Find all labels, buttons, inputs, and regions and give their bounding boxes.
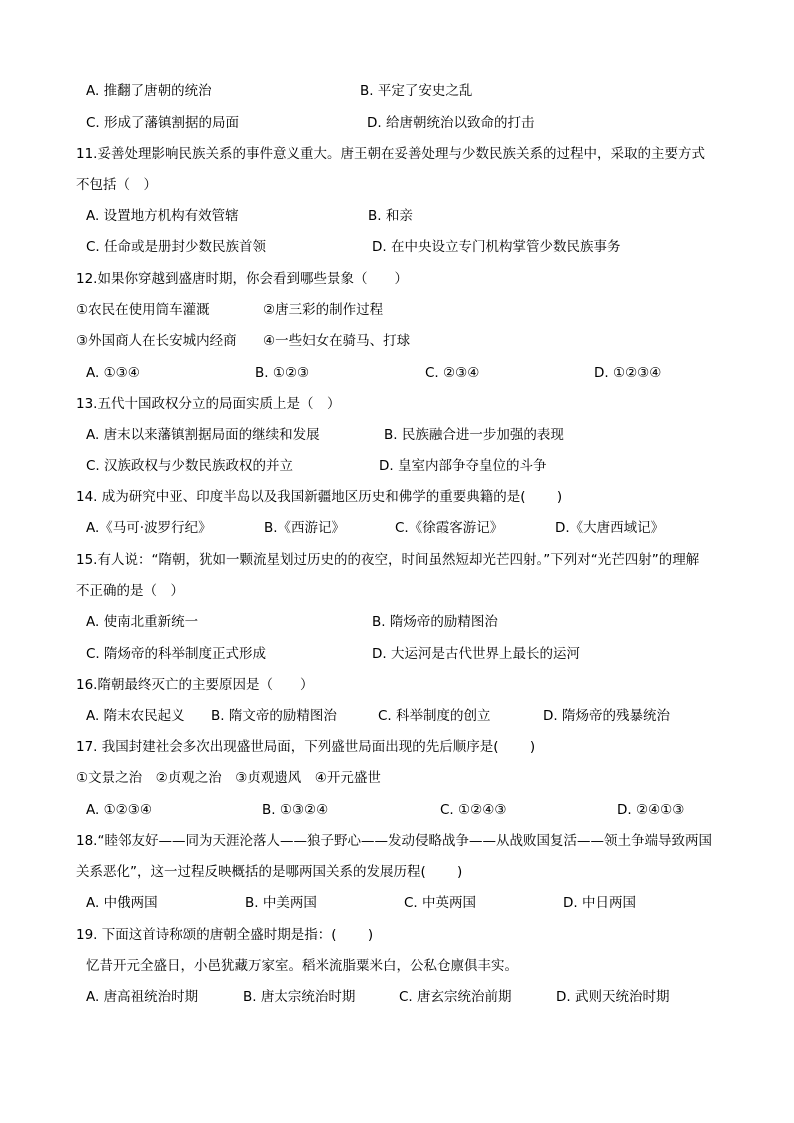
q14-stem: 14. 成为研究中亚、印度半岛以及我国新疆地区历史和佛学的重要典籍的是( )	[76, 489, 563, 505]
q13-option-b: B. 民族融合进一步加强的表现	[384, 427, 564, 443]
q18-option-c: C. 中英两国	[404, 895, 477, 911]
q15-option-c: C. 隋炀帝的科举制度正式形成	[86, 646, 267, 662]
q12-item-4: ④一些妇女在骑马、打球	[263, 333, 411, 349]
q18-option-a: A. 中俄两国	[86, 895, 158, 911]
q19-option-c: C. 唐玄宗统治前期	[399, 989, 512, 1005]
q13-stem: 13.五代十国政权分立的局面实质上是（ ）	[76, 396, 341, 412]
q12-stem: 12.如果你穿越到盛唐时期，你会看到哪些景象（ ）	[76, 271, 408, 287]
q17-option-a: A. ①②③④	[86, 802, 152, 818]
q12-item-3: ③外国商人在长安城内经商	[76, 333, 237, 349]
q16-option-b: B. 隋文帝的励精图治	[211, 708, 337, 724]
q13-option-a: A. 唐末以来藩镇割据局面的继续和发展	[86, 427, 320, 443]
q10-option-a: A. 推翻了唐朝的统治	[86, 83, 212, 99]
q18-option-b: B. 中美两国	[245, 895, 317, 911]
q12-option-d: D. ①②③④	[594, 365, 662, 381]
q16-stem: 16.隋朝最终灭亡的主要原因是（ ）	[76, 677, 314, 693]
q19-option-b: B. 唐太宗统治时期	[243, 989, 356, 1005]
q19-option-d: D. 武则天统治时期	[556, 989, 670, 1005]
q12-option-c: C. ②③④	[425, 365, 480, 381]
q17-option-c: C. ①②④③	[440, 802, 507, 818]
q12-item-2: ②唐三彩的制作过程	[263, 302, 384, 318]
q10-option-c: C. 形成了藩镇割据的局面	[86, 115, 240, 131]
q11-option-a: A. 设置地方机构有效管辖	[86, 208, 239, 224]
q19-option-a: A. 唐高祖统治时期	[86, 989, 199, 1005]
q13-option-d: D. 皇室内部争夺皇位的斗争	[379, 458, 547, 474]
q19-stem: 19. 下面这首诗称颂的唐朝全盛时期是指：( )	[76, 927, 374, 943]
q14-option-d: D.《大唐西域记》	[555, 520, 665, 536]
q14-option-a: A.《马可·波罗行纪》	[86, 520, 212, 536]
q15-option-d: D. 大运河是古代世界上最长的运河	[372, 646, 580, 662]
q11-option-b: B. 和亲	[368, 208, 413, 224]
q13-option-c: C. 汉族政权与少数民族政权的并立	[86, 458, 294, 474]
q15-option-b: B. 隋炀帝的励精图治	[372, 614, 498, 630]
q18-stem-line1: 18.“睦邻友好——同为天涯沦落人——狼子野心——发动侵略战争——从战败国复活——领土争端导致两国	[76, 833, 712, 849]
q17-stem: 17. 我国封建社会多次出现盛世局面，下列盛世局面出现的先后顺序是( )	[76, 739, 536, 755]
q18-stem-line2: 关系恶化”，这一过程反映概括的是哪两国关系的发展历程( )	[76, 864, 463, 880]
q14-option-c: C.《徐霞客游记》	[395, 520, 504, 536]
q15-stem-line2: 不正确的是（ ）	[76, 583, 184, 599]
q15-stem-line1: 15.有人说：“隋朝，犹如一颗流星划过历史的的夜空，时间虽然短却光芒四射。”下列对“光芒四射”的理解	[76, 552, 700, 568]
q17-items: ①文景之治 ②贞观之治 ③贞观遗风 ④开元盛世	[76, 770, 381, 786]
q11-stem-line2: 不包括（ ）	[76, 177, 157, 193]
q16-option-d: D. 隋炀帝的残暴统治	[543, 708, 670, 724]
q17-option-d: D. ②④①③	[617, 802, 685, 818]
q10-option-b: B. 平定了安史之乱	[360, 83, 473, 99]
q11-option-d: D. 在中央设立专门机构掌管少数民族事务	[372, 239, 621, 255]
q14-option-b: B.《西游记》	[264, 520, 346, 536]
q10-option-d: D. 给唐朝统治以致命的打击	[367, 115, 535, 131]
q17-option-b: B. ①③②④	[262, 802, 329, 818]
q11-option-c: C. 任命或是册封少数民族首领	[86, 239, 267, 255]
q11-stem-line1: 11.妥善处理影响民族关系的事件意义重大。唐王朝在妥善处理与少数民族关系的过程中，采取的主要方式	[76, 146, 705, 162]
q12-option-a: A. ①③④	[86, 365, 140, 381]
q15-option-a: A. 使南北重新统一	[86, 614, 199, 630]
q19-poem: 忆昔开元全盛日，小邑犹藏万家室。稻米流脂粟米白，公私仓廪俱丰实。	[86, 958, 518, 974]
q18-option-d: D. 中日两国	[563, 895, 636, 911]
q16-option-c: C. 科举制度的创立	[378, 708, 491, 724]
q12-item-1: ①农民在使用筒车灌溉	[76, 302, 210, 318]
q16-option-a: A. 隋末农民起义	[86, 708, 185, 724]
q12-option-b: B. ①②③	[255, 365, 310, 381]
